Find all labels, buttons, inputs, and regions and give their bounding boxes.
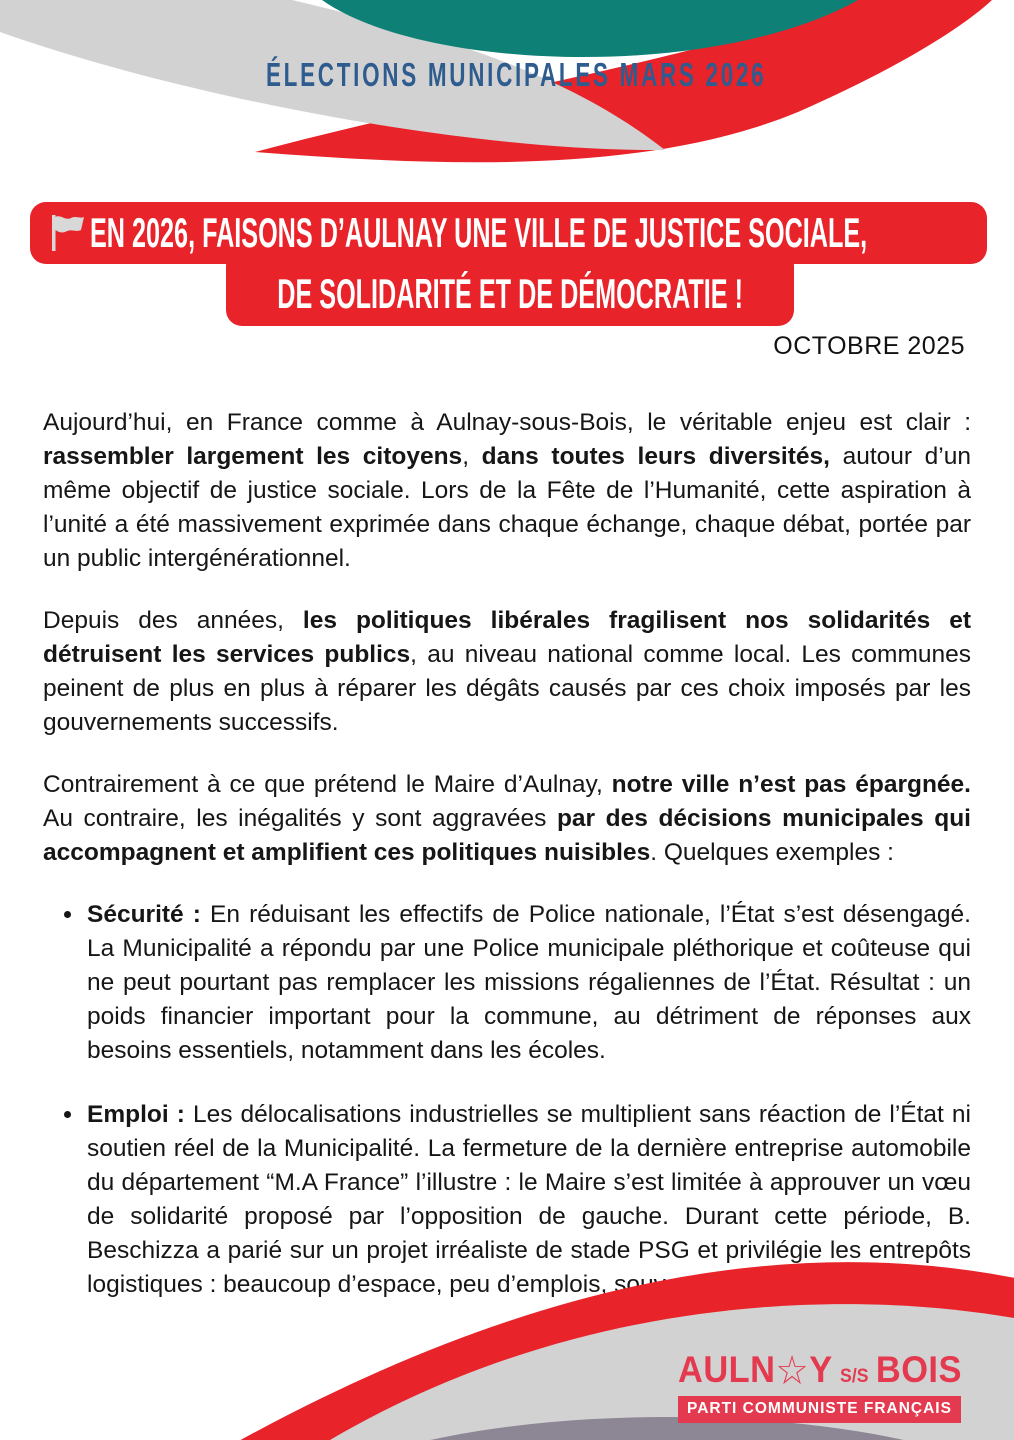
star-icon: ☆ <box>775 1349 810 1393</box>
logo-party-banner: PARTI COMMUNISTE FRANÇAIS <box>678 1396 961 1423</box>
headline-text-line1: EN 2026, FAISONS D’AULNAY UNE VILLE DE JUSTICE SOCIALE, <box>90 209 868 256</box>
paragraph-intro: Aujourd’hui, en France comme à Aulnay-sous-Bois, le véritable enjeu est clair : rassembler largement les citoyens, dans toutes leurs diversités, autour d’un même objectif de justice sociale. Lors de la Fête de l’Humanité, cette aspiration à l’unité a été massivement exprimée dans chaque échange, chaque débat, portée par un public intergénérationnel. <box>43 409 971 572</box>
flag-icon <box>48 213 86 253</box>
logo-auln: AULN <box>678 1349 776 1390</box>
headline-text-line2: DE SOLIDARITÉ ET DE DÉMOCRATIE ! <box>277 270 743 317</box>
paragraph-mayor: Contrairement à ce que prétend le Maire d’Aulnay, notre ville n’est pas épargnée. Au contraire, les inégalités y sont aggravées par des décisions municipales qui accompagnent et amplifient ces politiques nuisibles. Quelques exemples : <box>43 771 971 866</box>
list-item-securite: • Sécurité : En réduisant les effectifs de Police nationale, l’État s’est désengagé. La Municipalité a répondu par une Police municipale pléthorique et coûteuse qui ne peut pourtant pas remplacer les missions régaliennes de l’État. Résultat : un poids financier important pour la commune, au détriment de réponses aux besoins essentiels, notamment dans les écoles. <box>85 898 971 1068</box>
list-item-emploi: • Emploi : Les délocalisations industrielles se multiplient sans réaction de l’État ni soutien réel de la Municipalité. La fermeture de la dernière entreprise automobile du département “M.A France” l’illustre : le Maire s’est limitée à approuver un vœu de solidarité proposé par l’opposition de gauche. Durant cette période, B. Beschizza a parié sur un projet irréaliste de stade PSG et privilégie les entrepôts logistiques : beaucoup d’espace, peu d’emplois, souvent peu qualifiés. <box>85 1098 971 1302</box>
logo-bois: BOIS <box>875 1349 962 1390</box>
headline-line1 <box>30 202 987 264</box>
logo-y: Y <box>809 1349 833 1390</box>
kicker-title: ÉLECTIONS MUNICIPALES MARS 2026 <box>266 56 767 93</box>
issue-date: OCTOBRE 2025 <box>773 332 965 360</box>
logo-cityname <box>678 1350 962 1392</box>
headline-banner <box>30 202 987 326</box>
paragraph-liberal-policies: Depuis des années, les politiques libérales fragilisent nos solidarités et détruisent les services publics, au niveau national comme local. Les communes peinent de plus en plus à réparer les dégâts causés par ces choix imposés par les gouvernements successifs. <box>43 607 971 736</box>
pcf-aulnay-logo <box>678 1350 968 1423</box>
logo-sous: S/S <box>840 1366 869 1387</box>
